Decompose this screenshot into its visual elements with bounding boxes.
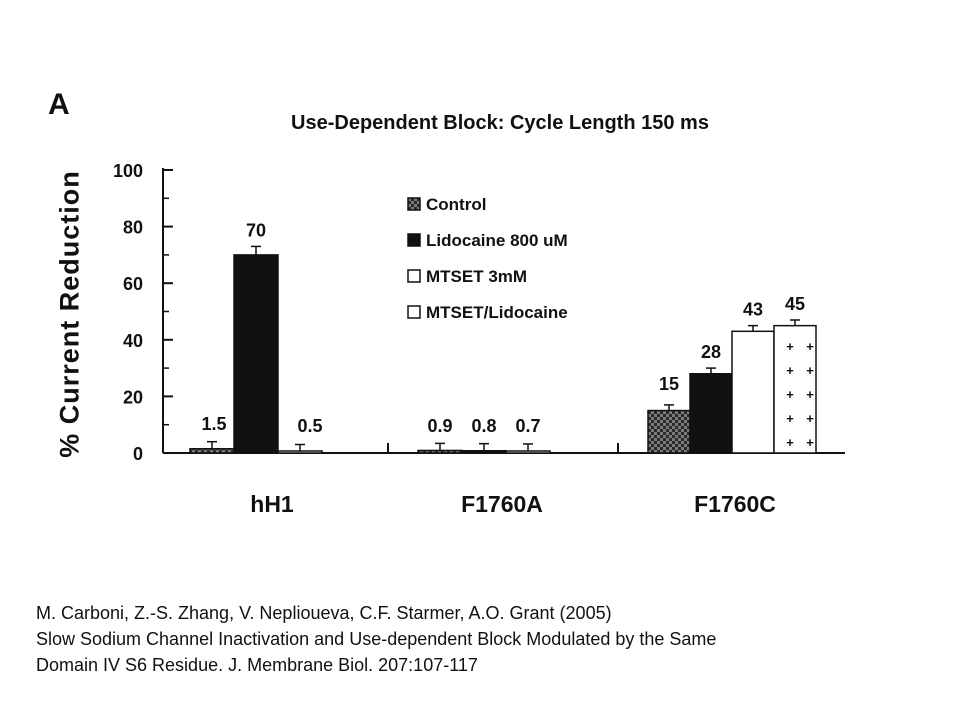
bar-F1760C-0 (648, 411, 690, 453)
y-tick-label: 40 (122, 330, 143, 351)
y-tick-label: 60 (122, 274, 143, 295)
panel-label: A (48, 88, 70, 121)
legend-label: MTSET 3mM (426, 267, 528, 286)
y-tick-label: 100 (112, 161, 143, 181)
data-label: 70 (245, 220, 267, 241)
citation (36, 600, 936, 678)
legend (408, 195, 568, 322)
data-label: 0.7 (515, 416, 541, 436)
legend-swatch (408, 198, 420, 210)
legend-label: Control (426, 195, 487, 214)
bar-hH1-0 (190, 449, 234, 453)
y-tick-label: 80 (122, 217, 143, 238)
bar-F1760C-3 (774, 326, 816, 453)
data-label: 43 (742, 299, 764, 320)
citation-journal: Domain IV S6 Residue. J. Membrane Biol. 207:107-117 (36, 655, 478, 675)
legend-swatch (408, 306, 420, 318)
legend-swatch (408, 234, 420, 246)
data-label: 15 (658, 374, 680, 394)
chart-title: Use-Dependent Block: Cycle Length 150 ms (291, 112, 709, 134)
x-category-label: F1760A (461, 491, 543, 517)
data-label: 0.8 (471, 416, 497, 436)
x-category-label: hH1 (250, 491, 294, 517)
bar-F1760A-1 (462, 451, 506, 453)
bar-F1760C-2 (732, 331, 774, 453)
data-label: 0.5 (297, 416, 323, 436)
bar-F1760A-2 (506, 451, 550, 453)
y-axis-label: % Current Reduction (54, 170, 85, 458)
bar-hH1-2 (278, 451, 322, 453)
y-tick-label: 0 (132, 444, 143, 464)
citation-title: Slow Sodium Channel Inactivation and Use-dependent Block Modulated by the Same (36, 629, 717, 649)
citation-authors: M. Carboni, Z.-S. Zhang, V. Nepliouevа, C.F. Starmer, A.O. Grant (2005) (36, 603, 612, 623)
data-label: 28 (700, 342, 722, 363)
data-label: 0.9 (427, 416, 453, 436)
x-category-label: F1760C (694, 491, 776, 517)
legend-label: Lidocaine 800 uM (426, 231, 568, 250)
y-tick-label: 20 (122, 387, 143, 408)
legend-label: MTSET/Lidocaine (426, 303, 568, 322)
data-label: 45 (784, 293, 806, 314)
bar-F1760C-1 (690, 374, 732, 453)
bar-hH1-1 (234, 255, 278, 453)
bar-F1760A-0 (418, 450, 462, 453)
data-label: 1.5 (201, 414, 227, 434)
legend-swatch (408, 270, 420, 282)
